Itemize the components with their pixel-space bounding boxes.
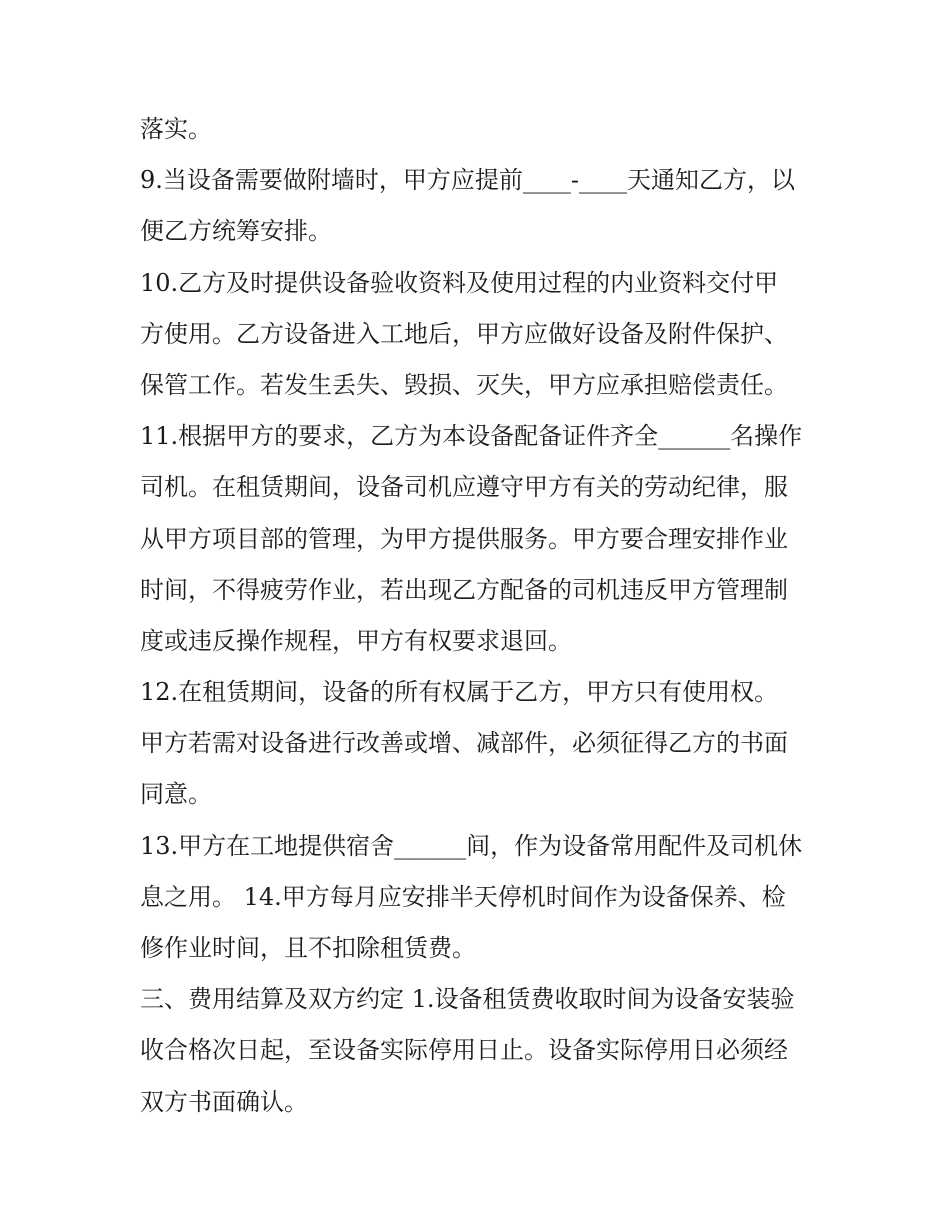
text-line: 11.根据甲方的要求，乙方为本设备配备证件齐全______名操作 — [140, 422, 803, 451]
text-line: 收合格次日起，至设备实际停用日止。设备实际停用日必须经 — [140, 1036, 788, 1065]
text-line: 10.乙方及时提供设备验收资料及使用过程的内业资料交付甲 — [140, 268, 779, 297]
text-line: 双方书面确认。 — [140, 1087, 308, 1116]
text-line: 甲方若需对设备进行改善或增、减部件，必须征得乙方的书面 — [140, 729, 788, 758]
text-line: 从甲方项目部的管理，为甲方提供服务。甲方要合理安排作业 — [140, 524, 788, 553]
text-line: 度或违反操作规程，甲方有权要求退回。 — [140, 626, 572, 655]
text-line: 息之用。 14.甲方每月应安排半天停机时间作为设备保养、检 — [140, 882, 786, 911]
text-line: 时间，不得疲劳作业，若出现乙方配备的司机违反甲方管理制 — [140, 575, 788, 604]
text-line: 修作业时间，且不扣除租赁费。 — [140, 934, 476, 962]
text-line: 落实。 — [140, 115, 212, 143]
contract-text-body — [140, 104, 820, 1128]
text-line: 便乙方统筹安排。 — [140, 217, 332, 246]
text-line: 12.在租赁期间，设备的所有权属于乙方，甲方只有使用权。 — [140, 678, 779, 707]
text-line: 同意。 — [140, 780, 212, 809]
text-line: 方使用。乙方设备进入工地后，甲方应做好设备及附件保护、 — [140, 319, 788, 348]
text-line: 三、费用结算及双方约定 1.设备租赁费收取时间为设备安装验 — [140, 985, 795, 1014]
text-line: 保管工作。若发生丢失、毁损、灭失，甲方应承担赔偿责任。 — [140, 370, 788, 399]
text-line: 司机。在租赁期间，设备司机应遵守甲方有关的劳动纪律，服 — [140, 473, 788, 502]
text-line: 13.甲方在工地提供宿舍______间，作为设备常用配件及司机休 — [140, 831, 803, 860]
text-line: 9.当设备需要做附墙时，甲方应提前____-____天通知乙方，以 — [140, 166, 796, 195]
